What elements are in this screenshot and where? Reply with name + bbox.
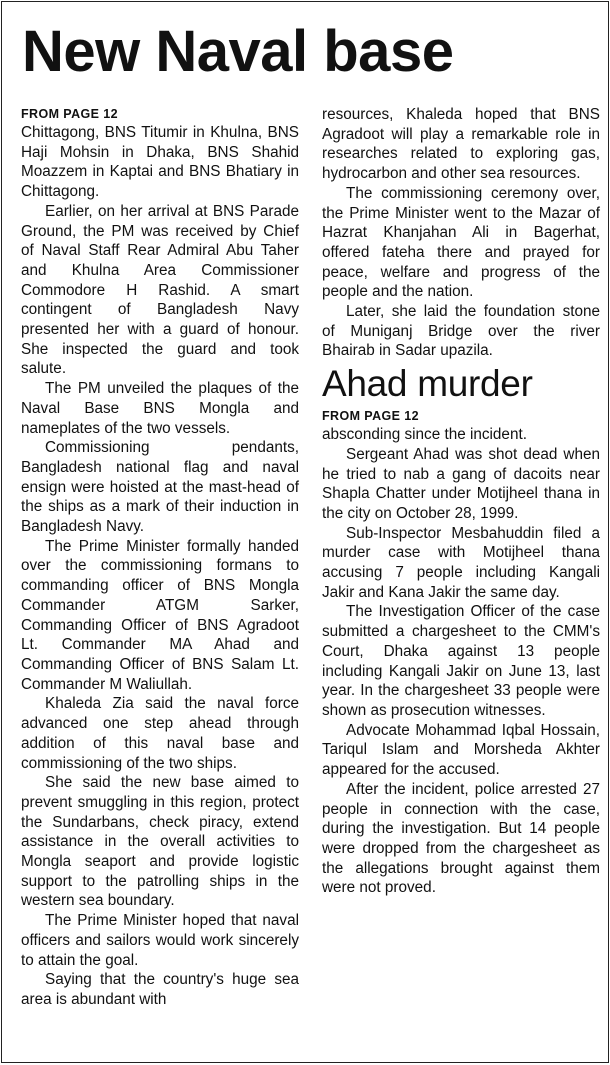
paragraph: Sergeant Ahad was shot dead when he tried to nab a gang of dacoits near Shapla Chatter under Motijheel thana in the city on October 28, 1999. bbox=[322, 445, 600, 522]
subhead-ahad-murder: Ahad murder bbox=[322, 363, 533, 405]
paragraph: Later, she laid the foundation stone of Muniganj Bridge over the river Bhairab in Sadar upazila. bbox=[322, 303, 600, 360]
paragraph: Saying that the country's huge sea area is abundant with bbox=[21, 971, 299, 1008]
paragraph: She said the new base aimed to prevent smuggling in this region, protect the Sundarbans, check piracy, extend assistance in the overall activities to Mongla seaport and provide logistic support to the patrolling ships in the western sea boundary. bbox=[21, 774, 299, 910]
paragraph: Khaleda Zia said the naval force advanced one step ahead through addition of this naval base and commissioning of the two ships. bbox=[21, 695, 299, 772]
paragraph: The Prime Minister hoped that naval officers and sailors would work sincerely to attain the goal. bbox=[21, 912, 299, 969]
paragraph: Earlier, on her arrival at BNS Parade Ground, the PM was received by Chief of Naval Staff Rear Admiral Abu Taher and Khulna Area Commissioner Commodore H Rashid. A smart contingent of Bangladesh Navy presented her with a guard of honour. She inspected the guard and took salute. bbox=[21, 202, 299, 378]
news-clipping bbox=[1, 1, 609, 1063]
continuation-kicker: FROM PAGE 12 bbox=[21, 107, 118, 121]
paragraph: The commissioning ceremony over, the Prime Minister went to the Mazar of Hazrat Khanjahan Ali in Bagerhat, offered fateha there and prayed for peace, welfare and progress of the people and the nation. bbox=[322, 184, 600, 301]
paragraph: Commissioning pendants, Bangladesh national flag and naval ensign were hoisted at the mast-head of the ships as a mark of their induction in Bangladesh Navy. bbox=[21, 439, 299, 536]
paragraph: resources, Khaleda hoped that BNS Agradoot will play a remarkable role in researches related to exploring gas, hydrocarbon and other sea resources. bbox=[322, 106, 600, 183]
paragraph: The Prime Minister formally handed over the commissioning formans to commanding officer of BNS Mongla Commander ATGM Sarker, Commanding Officer of BNS Agradoot Lt. Commander MA Ahad and Commanding Officer of BNS Salam Lt. Commander M Waliullah. bbox=[21, 537, 299, 693]
left-column bbox=[21, 105, 299, 1010]
continuation-kicker: FROM PAGE 12 bbox=[322, 409, 419, 424]
paragraph: Advocate Mohammad Iqbal Hossain, Tariqul Islam and Morsheda Akhter appeared for the accused. bbox=[322, 721, 600, 779]
headline: New Naval base bbox=[22, 19, 454, 84]
paragraph: The Investigation Officer of the case submitted a chargesheet to the CMM's Court, Dhaka against 13 people including Kangali Jakir on June 13, last year. In the chargesheet 33 people were shown as prosecution witnesses. bbox=[322, 603, 600, 719]
paragraph: Sub-Inspector Mesbahuddin filed a murder case with Motijheel thana accusing 7 people including Kangali Jakir and Kana Jakir the same day. bbox=[322, 524, 600, 601]
right-column bbox=[322, 105, 600, 898]
paragraph: absconding since the incident. bbox=[322, 426, 527, 444]
paragraph: After the incident, police arrested 27 people in connection with the case, during the investigation. But 14 people were dropped from the chargesheet as the allegations brought against them were not proved. bbox=[322, 780, 600, 897]
paragraph: The PM unveiled the plaques of the Naval Base BNS Mongla and nameplates of the two vessels. bbox=[21, 380, 299, 437]
paragraph: Chittagong, BNS Titumir in Khulna, BNS Haji Mohsin in Dhaka, BNS Shahid Moazzem in Kaptai and BNS Bhatiary in Chittagong. bbox=[21, 124, 299, 201]
